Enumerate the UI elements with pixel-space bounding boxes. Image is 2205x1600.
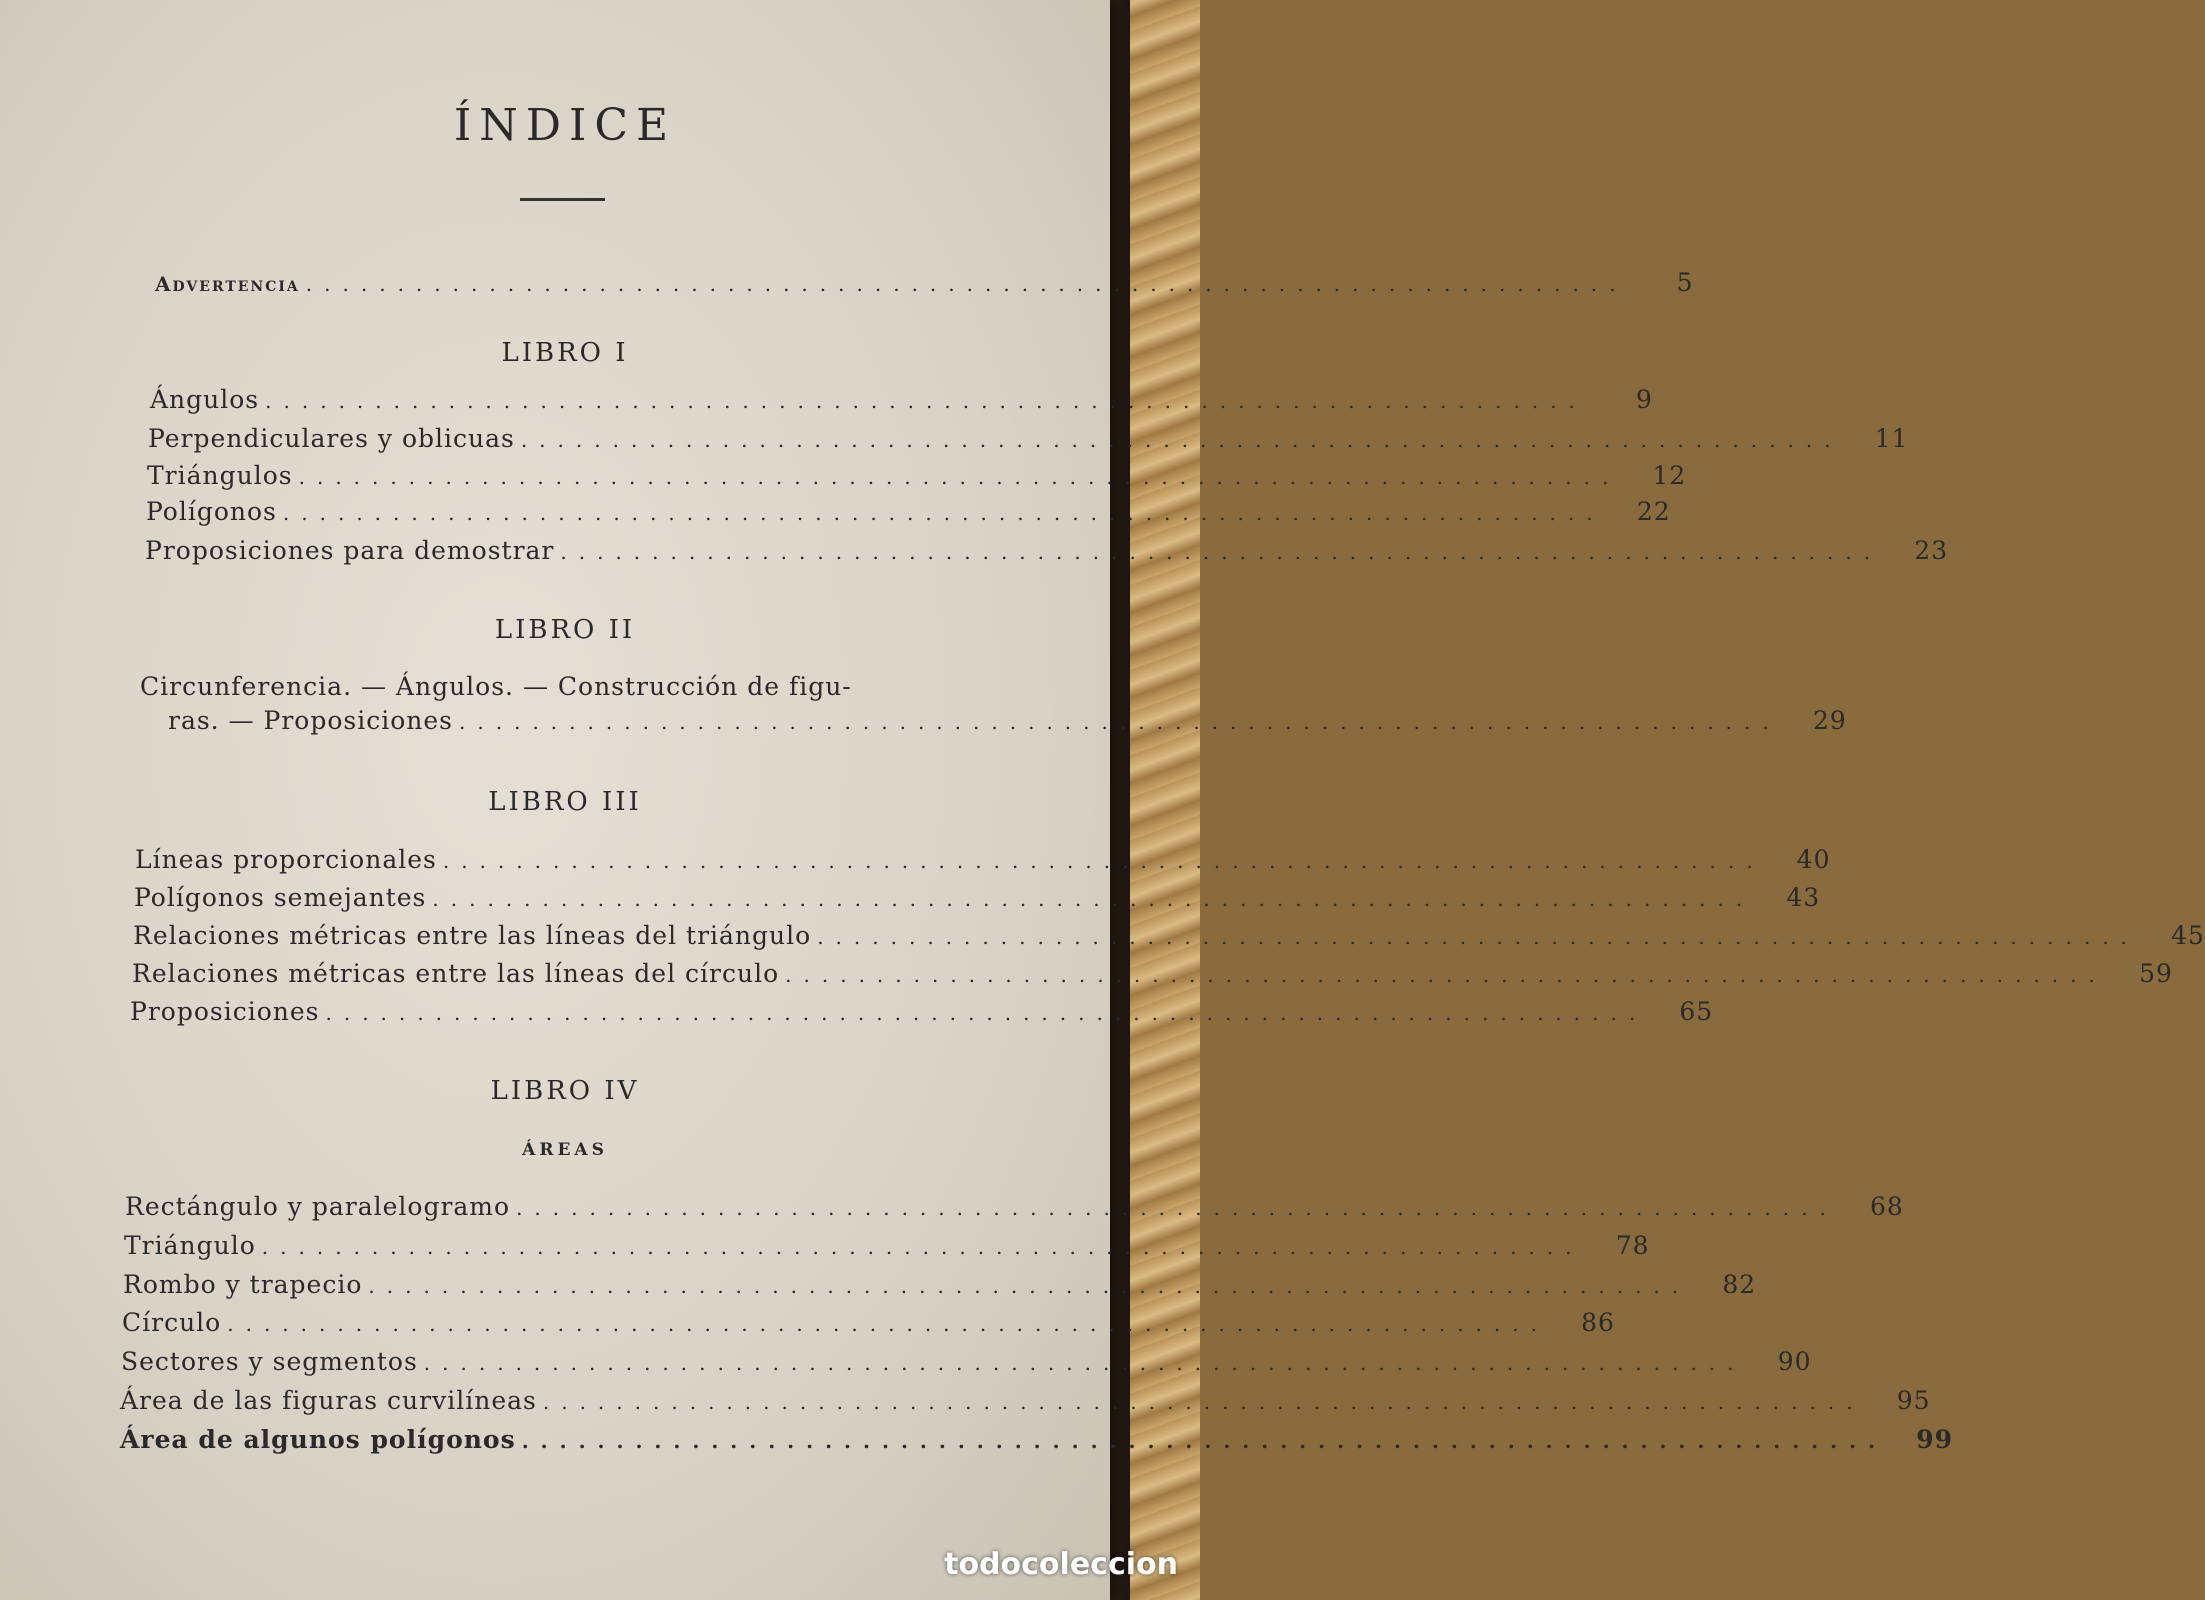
toc-entry-page: 29 [1812,706,1847,735]
toc-entry-page: 78 [1615,1231,1650,1260]
toc-entry [130,997,1714,1026]
toc-entry-label: Sectores y segmentos [121,1347,418,1376]
toc-entry-page: 68 [1869,1192,1904,1221]
leader-dots: ........................................................................ [298,465,1621,489]
toc-entry-page: 65 [1679,997,1714,1026]
toc-entry-label: Ángulos [150,385,260,414]
toc-entry-label: Área de las figuras curvilíneas [120,1386,537,1415]
toc-entry [133,921,2205,950]
toc-entry-page: 22 [1636,497,1671,526]
toc-entry-label: Polígonos semejantes [134,883,427,912]
toc-entry-page: 9 [1635,385,1653,414]
toc-entry-label-line1: Circunferencia. — Ángulos. — Construcción de figu- [140,672,852,701]
toc-entry-label-line2: ras. — Proposiciones [168,706,454,735]
leader-dots: ........................................................................ [305,272,1628,296]
leader-dots: ........................................................................ [520,428,1843,452]
leader-dots: ........................................................................ [560,540,1883,564]
toc-entry [147,461,1687,490]
toc-entry [120,1425,1954,1454]
toc-entry-page: 90 [1777,1347,1812,1376]
leader-dots: ........................................................................ [325,1001,1648,1025]
leader-dots: ........................................................................ [227,1312,1549,1336]
toc-entry [124,1231,1650,1260]
toc-entry-label: Triángulos [147,461,293,490]
toc-entry [122,1308,1615,1337]
toc-entry-page: 59 [2139,959,2173,988]
book-subheading: ÁREAS [522,1140,608,1160]
toc-entry [125,1192,1904,1221]
leader-dots: ........................................................................ [521,1429,1888,1453]
toc-entry-page: 82 [1722,1270,1757,1299]
leader-dots: ........................................................................ [442,849,1765,873]
toc-entry-label: Líneas proporcionales [135,845,437,874]
toc-entry [121,1347,1812,1376]
toc-entry-label: Relaciones métricas entre las líneas del triángulo [133,921,812,950]
book-heading-4: LIBRO IV [490,1076,640,1106]
toc-entry [132,959,2173,988]
toc-entry-page: 40 [1796,845,1831,874]
leader-dots: ........................................................................ [817,925,2139,949]
toc-entry-label: Perpendiculares y oblicuas [148,424,515,453]
toc-entry-wrapped [140,672,955,701]
toc-entry-page: 23 [1914,536,1949,565]
toc-entry-label: Rombo y trapecio [123,1270,363,1299]
toc-entry-page: 99 [1916,1425,1954,1454]
toc-entry-page: 43 [1786,883,1821,912]
toc-entry-label: Relaciones métricas entre las líneas del círculo [132,959,780,988]
toc-entry-page: 86 [1581,1308,1615,1337]
toc-entry-label: Rectángulo y paralelogramo [125,1192,511,1221]
leader-dots: ........................................................................ [542,1390,1865,1414]
toc-entry-page: 11 [1874,424,1909,453]
toc-entry-advertencia [155,268,1694,297]
toc-entry-label: Triángulo [124,1231,256,1260]
toc-entry-page: 45 [2171,921,2205,950]
page-title: ÍNDICE [453,100,677,151]
toc-entry [148,424,1909,453]
leader-dots: ........................................................................ [785,963,2107,987]
title-rule [520,198,605,201]
leader-dots: ........................................................................ [261,1235,1584,1259]
leader-dots: ........................................................................ [432,887,1755,911]
leader-dots: ........................................................................ [423,1351,1746,1375]
book-heading-3: LIBRO III [488,787,642,817]
toc-entry-page: 95 [1896,1386,1931,1415]
toc-entry-label: Advertencia [155,272,300,296]
toc-entry-page: 5 [1676,268,1694,297]
toc-entry [168,706,1847,735]
toc-entry [146,497,1671,526]
toc-entry [145,536,1949,565]
leader-dots: ........................................................................ [459,710,1781,734]
toc-entry [135,845,1831,874]
toc-entry-page: 12 [1652,461,1687,490]
leader-dots: ........................................................................ [516,1196,1838,1220]
toc-entry-label: Área de algunos polígonos [120,1425,516,1454]
leader-dots: ........................................................................ [368,1274,1691,1298]
leader-dots: ........................................................................ [265,389,1587,413]
toc-entry-label: Proposiciones para demostrar [145,536,555,565]
book-heading-1: LIBRO I [501,338,629,368]
toc-entry-label: Polígonos [146,497,277,526]
toc-entry [150,385,1653,414]
toc-entry [134,883,1821,912]
book-heading-2: LIBRO II [494,615,636,645]
toc-entry-label: Círculo [122,1308,222,1337]
leader-dots: ........................................................................ [282,501,1605,525]
toc-entry-label: Proposiciones [130,997,320,1026]
toc-entry [123,1270,1757,1299]
toc-entry [120,1386,1931,1415]
watermark-logo: todocoleccion [944,1547,1178,1582]
